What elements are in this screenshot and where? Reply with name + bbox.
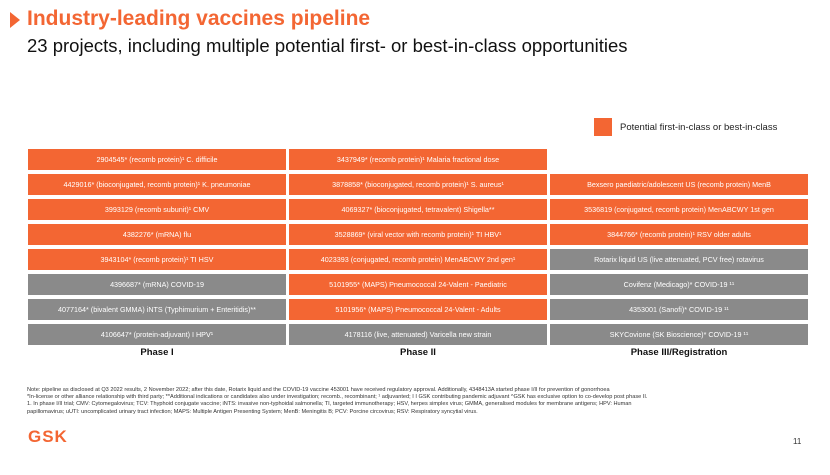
pipeline-cell: 5101956* (MAPS) Pneumococcal 24-Valent - Adults — [289, 299, 547, 320]
pipeline-cell: 3844766* (recomb protein)¹ RSV older adults — [550, 224, 808, 245]
footnotes — [27, 387, 797, 416]
legend — [594, 118, 777, 136]
pipeline-cell: Bexsero paediatric/adolescent US (recomb protein) MenB — [550, 174, 808, 195]
pipeline-cell: 4106647* (protein-adjuvant) I HPV¹ — [28, 324, 286, 345]
phase-3-label: Phase III/Registration — [630, 347, 728, 358]
title-arrow-icon — [10, 12, 20, 28]
pipeline-cell: 3878858* (bioconjugated, recomb protein)¹ S. aureus¹ — [289, 174, 547, 195]
page-number: 11 — [793, 437, 802, 446]
pipeline-cell: 3528869* (viral vector with recomb protein)¹ TI HBV¹ — [289, 224, 547, 245]
pipeline-cell: 4382276* (mRNA) flu — [28, 224, 286, 245]
pipeline-cell: 3536819 (conjugated, recomb protein) MenABCWY 1st gen — [550, 199, 808, 220]
legend-swatch — [594, 118, 612, 136]
phase-2-label: Phase II — [400, 347, 436, 358]
phase-3-column — [550, 149, 808, 349]
pipeline-cell: 4178116 (live, attenuated) Varicella new strain — [289, 324, 547, 345]
pipeline-cell: 4429016* (bioconjugated, recomb protein)¹ K. pneumoniae — [28, 174, 286, 195]
pipeline-cell: 4396687* (mRNA) COVID-19 — [28, 274, 286, 295]
pipeline-cell: 4069327* (bioconjugated, tetravalent) Shigella** — [289, 199, 547, 220]
pipeline-cell: Covifenz (Medicago)* COVID-19 ¹¹ — [550, 274, 808, 295]
pipeline-cell: 5101955* (MAPS) Pneumococcal 24-Valent - Paediatric — [289, 274, 547, 295]
pipeline-cell: 4023393 (conjugated, recomb protein) MenABCWY 2nd gen¹ — [289, 249, 547, 270]
page-subtitle: 23 projects, including multiple potential first- or best-in-class opportunities — [27, 35, 628, 56]
phase-1-column — [28, 149, 286, 349]
footnote-line: 1. In phase I/II trial; CMV: Cytomegalovirus; TCV: Thyphoid conjugate vaccine; iNTS: invasive non-typhoidal salmonella; TI, targeted immunotherapy; HSV, herpes simplex virus; GMMA, generalised modules for membrane antigens; HPV: Human — [27, 401, 632, 408]
legend-label: Potential first-in-class or best-in-class — [620, 121, 778, 133]
pipeline-cell: Rotarix liquid US (live attenuated, PCV free) rotavirus — [550, 249, 808, 270]
pipeline-cell: 4077164* (bivalent GMMA) iNTS (Typhimurium + Enteritidis)** — [28, 299, 286, 320]
pipeline-cell: 3993129 (recomb subunit)¹ CMV — [28, 199, 286, 220]
footnote-line: papillomavirus; uUTI: uncomplicated urinary tract infection; MAPS: Multiple Antigen Presenting System; MenB: Meningitis B; PCV: Porcine circovirus; RSV: Respiratory syncytial virus. — [27, 408, 478, 415]
pipeline-cell: 3943104* (recomb protein)¹ TI HSV — [28, 249, 286, 270]
pipeline-cell: 3437949* (recomb protein)¹ Malaria fractional dose — [289, 149, 547, 170]
gsk-logo: GSK — [28, 427, 68, 446]
footnote-line: Note: pipeline as disclosed at Q3 2022 results, 2 November 2022; after this date, Rotarix liquid and the COVID-19 vaccine 453001 have received regulatory approval. Additionally, 4348413A started phase I/II for prevention of gonorrhoea — [27, 387, 610, 393]
pipeline-cell-empty — [550, 149, 808, 170]
pipeline-cell: 4353001 (Sanofi)* COVID-19 ¹¹ — [550, 299, 808, 320]
phase-1-label: Phase I — [140, 347, 174, 358]
phase-2-column — [289, 149, 547, 349]
pipeline-cell: 2904545* (recomb protein)¹ C. difficile — [28, 149, 286, 170]
footnote-line: *In-license or other alliance relationship with third party; **Additional indications or candidates also under investigation; recomb., recombinant; ¹ adjuvanted; I I GSK contributing pandemic adjuvant ^GSK has exclusive option to co-develop post phase II. — [27, 394, 648, 401]
page-title: Industry-leading vaccines pipeline — [27, 7, 371, 30]
pipeline-cell: SKYCovione (SK Bioscience)* COVID-19 ¹¹ — [550, 324, 808, 345]
